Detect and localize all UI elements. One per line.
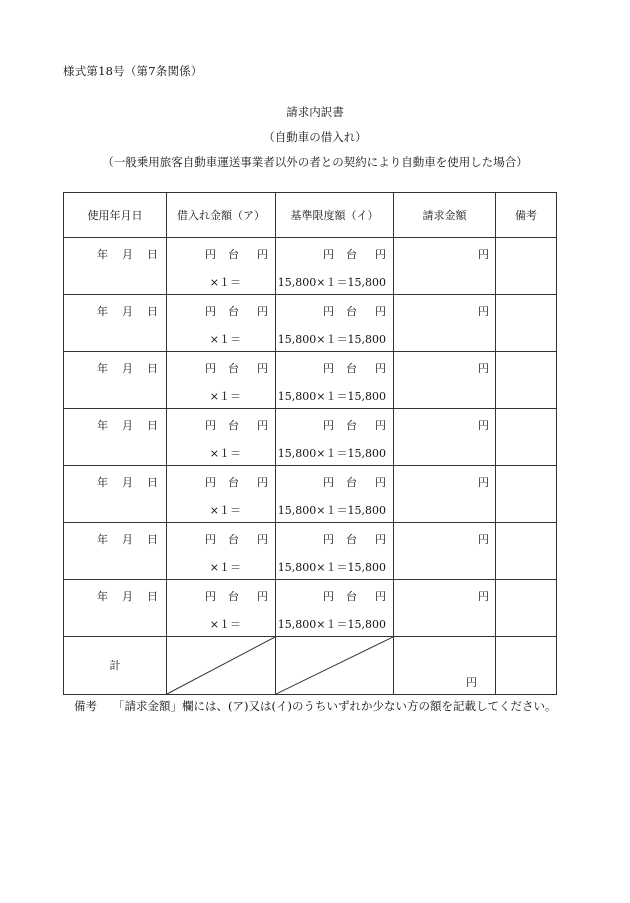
yen-label: 円 <box>478 476 489 489</box>
limit-unit-labels <box>323 531 386 547</box>
document-subtitle: （自動車の借入れ） <box>263 130 367 144</box>
footnote-text: 「請求金額」欄には、(ア)又は(イ)のうちいずれか少ない方の額を記載してください。 <box>113 699 557 713</box>
borrow-unit-labels <box>205 474 268 490</box>
total-label: 計 <box>109 659 121 672</box>
yen-label: 円 <box>257 590 268 603</box>
limit-unit-labels <box>323 246 386 262</box>
yen-label: 円 <box>323 305 334 318</box>
limit-formula: 15,800×１＝15,800 <box>277 561 386 574</box>
table-body <box>64 238 557 695</box>
yen-label: 円 <box>323 533 334 546</box>
borrow-unit-labels <box>205 531 268 547</box>
claim-amount-cell[interactable] <box>394 295 496 352</box>
limit-formula: 15,800×１＝15,800 <box>277 276 386 289</box>
year-label: 年 <box>97 533 108 546</box>
date-labels <box>97 417 158 433</box>
limit-amount-cell[interactable] <box>276 295 394 352</box>
diagonal-line <box>276 637 393 694</box>
remarks-cell[interactable] <box>496 409 557 466</box>
claim-amount-cell[interactable] <box>394 238 496 295</box>
table-row <box>64 466 557 523</box>
yen-label: 円 <box>478 248 489 261</box>
vehicle-count-label: 台 <box>228 590 239 603</box>
vehicle-count-label: 台 <box>228 362 239 375</box>
date-cell[interactable] <box>64 580 167 637</box>
multiply-formula: ×１＝ <box>209 333 241 346</box>
table-header-row <box>64 193 557 238</box>
vehicle-count-label: 台 <box>228 419 239 432</box>
vehicle-count-label: 台 <box>346 590 357 603</box>
year-label: 年 <box>97 248 108 261</box>
yen-label: 円 <box>478 305 489 318</box>
month-label: 月 <box>122 533 133 546</box>
claim-amount-cell[interactable] <box>394 580 496 637</box>
claim-amount-cell[interactable] <box>394 523 496 580</box>
header-borrow-amount: 借入れ金額（ア） <box>167 193 276 238</box>
header-date: 使用年月日 <box>64 193 167 238</box>
date-labels <box>97 531 158 547</box>
month-label: 月 <box>122 590 133 603</box>
vehicle-count-label: 台 <box>228 248 239 261</box>
total-claim-cell[interactable] <box>394 637 496 695</box>
limit-formula: 15,800×１＝15,800 <box>277 618 386 631</box>
yen-label: 円 <box>375 419 386 432</box>
limit-amount-cell[interactable] <box>276 409 394 466</box>
date-cell[interactable] <box>64 295 167 352</box>
header-remarks: 備考 <box>496 193 557 238</box>
borrow-amount-cell[interactable] <box>167 466 276 523</box>
limit-amount-cell[interactable] <box>276 352 394 409</box>
yen-label: 円 <box>323 476 334 489</box>
date-labels <box>97 303 158 319</box>
date-labels <box>97 360 158 376</box>
day-label: 日 <box>147 305 158 318</box>
total-limit-cell <box>276 637 394 695</box>
limit-formula: 15,800×１＝15,800 <box>277 333 386 346</box>
yen-label: 円 <box>257 419 268 432</box>
vehicle-count-label: 台 <box>346 248 357 261</box>
remarks-cell[interactable] <box>496 352 557 409</box>
multiply-formula: ×１＝ <box>209 447 241 460</box>
table-row <box>64 295 557 352</box>
remarks-cell[interactable] <box>496 238 557 295</box>
date-labels <box>97 588 158 604</box>
footnote <box>74 698 556 714</box>
date-cell[interactable] <box>64 352 167 409</box>
diagonal-line <box>167 637 275 694</box>
multiply-formula: ×１＝ <box>209 561 241 574</box>
borrow-amount-cell[interactable] <box>167 295 276 352</box>
claim-amount-cell[interactable] <box>394 352 496 409</box>
yen-label: 円 <box>375 305 386 318</box>
vehicle-count-label: 台 <box>228 305 239 318</box>
document-title: 請求内訳書 <box>286 105 344 119</box>
borrow-unit-labels <box>205 360 268 376</box>
day-label: 日 <box>147 533 158 546</box>
claim-amount-cell[interactable] <box>394 409 496 466</box>
year-label: 年 <box>97 476 108 489</box>
limit-amount-cell[interactable] <box>276 523 394 580</box>
date-labels <box>97 246 158 262</box>
month-label: 月 <box>122 362 133 375</box>
date-cell[interactable] <box>64 466 167 523</box>
day-label: 日 <box>147 248 158 261</box>
yen-label: 円 <box>375 590 386 603</box>
form-number: 様式第18号（第7条関係） <box>63 64 203 78</box>
month-label: 月 <box>122 305 133 318</box>
limit-formula: 15,800×１＝15,800 <box>277 504 386 517</box>
vehicle-count-label: 台 <box>346 362 357 375</box>
remarks-cell[interactable] <box>496 295 557 352</box>
day-label: 日 <box>147 419 158 432</box>
yen-label: 円 <box>205 419 216 432</box>
date-labels <box>97 474 158 490</box>
multiply-formula: ×１＝ <box>209 504 241 517</box>
footnote-label: 備考 <box>74 699 97 713</box>
yen-label: 円 <box>478 362 489 375</box>
total-label-cell <box>64 637 167 695</box>
day-label: 日 <box>147 590 158 603</box>
limit-unit-labels <box>323 360 386 376</box>
yen-label: 円 <box>257 305 268 318</box>
yen-label: 円 <box>478 533 489 546</box>
date-cell[interactable] <box>64 523 167 580</box>
limit-amount-cell[interactable] <box>276 466 394 523</box>
month-label: 月 <box>122 476 133 489</box>
date-cell[interactable] <box>64 409 167 466</box>
yen-label: 円 <box>323 362 334 375</box>
borrow-amount-cell[interactable] <box>167 580 276 637</box>
yen-label: 円 <box>257 362 268 375</box>
yen-label: 円 <box>257 533 268 546</box>
yen-label: 円 <box>257 476 268 489</box>
multiply-formula: ×１＝ <box>209 618 241 631</box>
table-row <box>64 352 557 409</box>
limit-amount-cell[interactable] <box>276 580 394 637</box>
multiply-formula: ×１＝ <box>209 276 241 289</box>
limit-formula: 15,800×１＝15,800 <box>277 447 386 460</box>
limit-formula: 15,800×１＝15,800 <box>277 390 386 403</box>
total-yen-unit: 円 <box>466 676 477 689</box>
vehicle-count-label: 台 <box>346 305 357 318</box>
borrow-unit-labels <box>205 417 268 433</box>
limit-unit-labels <box>323 417 386 433</box>
yen-label: 円 <box>257 248 268 261</box>
yen-label: 円 <box>205 476 216 489</box>
claim-breakdown-table <box>63 192 557 695</box>
yen-label: 円 <box>205 248 216 261</box>
yen-label: 円 <box>323 419 334 432</box>
table-row <box>64 238 557 295</box>
vehicle-count-label: 台 <box>228 533 239 546</box>
month-label: 月 <box>122 248 133 261</box>
borrow-unit-labels <box>205 246 268 262</box>
date-cell[interactable] <box>64 238 167 295</box>
table-row <box>64 523 557 580</box>
table-row <box>64 409 557 466</box>
claim-amount-cell[interactable] <box>394 466 496 523</box>
borrow-amount-cell[interactable] <box>167 352 276 409</box>
vehicle-count-label: 台 <box>228 476 239 489</box>
year-label: 年 <box>97 305 108 318</box>
yen-label: 円 <box>375 476 386 489</box>
year-label: 年 <box>97 419 108 432</box>
limit-unit-labels <box>323 303 386 319</box>
multiply-formula: ×１＝ <box>209 390 241 403</box>
header-limit-amount: 基準限度額（イ） <box>276 193 394 238</box>
month-label: 月 <box>122 419 133 432</box>
day-label: 日 <box>147 362 158 375</box>
yen-label: 円 <box>375 362 386 375</box>
limit-unit-labels <box>323 588 386 604</box>
borrow-unit-labels <box>205 588 268 604</box>
borrow-amount-cell[interactable] <box>167 523 276 580</box>
vehicle-count-label: 台 <box>346 533 357 546</box>
table-row <box>64 580 557 637</box>
yen-label: 円 <box>205 362 216 375</box>
year-label: 年 <box>97 590 108 603</box>
borrow-amount-cell[interactable] <box>167 238 276 295</box>
limit-amount-cell[interactable] <box>276 238 394 295</box>
yen-label: 円 <box>478 419 489 432</box>
yen-label: 円 <box>323 590 334 603</box>
vehicle-count-label: 台 <box>346 476 357 489</box>
yen-label: 円 <box>323 248 334 261</box>
remarks-cell[interactable] <box>496 580 557 637</box>
total-borrow-cell <box>167 637 276 695</box>
day-label: 日 <box>147 476 158 489</box>
borrow-amount-cell[interactable] <box>167 409 276 466</box>
yen-label: 円 <box>205 590 216 603</box>
total-row <box>64 637 557 695</box>
yen-label: 円 <box>375 248 386 261</box>
yen-label: 円 <box>205 305 216 318</box>
remarks-cell[interactable] <box>496 523 557 580</box>
limit-unit-labels <box>323 474 386 490</box>
borrow-unit-labels <box>205 303 268 319</box>
year-label: 年 <box>97 362 108 375</box>
vehicle-count-label: 台 <box>346 419 357 432</box>
remarks-cell[interactable] <box>496 466 557 523</box>
yen-label: 円 <box>375 533 386 546</box>
total-remarks-cell[interactable] <box>496 637 557 695</box>
document-condition: （一般乗用旅客自動車運送事業者以外の者との契約により自動車を使用した場合） <box>102 155 528 169</box>
yen-label: 円 <box>478 590 489 603</box>
header-claim-amount: 請求金額 <box>394 193 496 238</box>
yen-label: 円 <box>205 533 216 546</box>
